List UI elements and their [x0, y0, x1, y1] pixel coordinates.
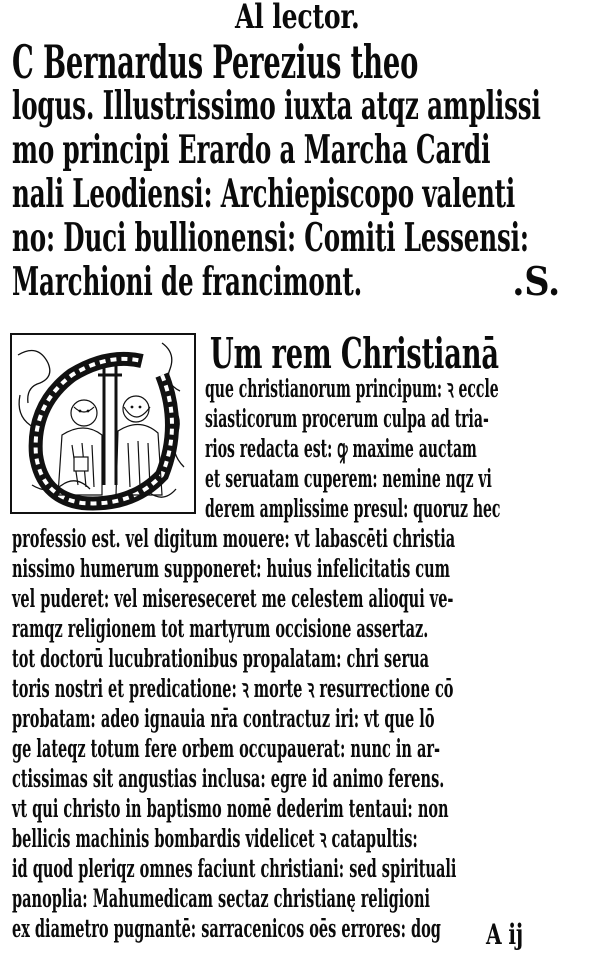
dedication-line: no: Duci bullionensi: Comiti Lessensi: [12, 215, 529, 261]
dedication-last-line [12, 260, 560, 304]
body-line: derem amplissime presul: quoruz hec [205, 494, 501, 523]
signature-mark: A ij [486, 918, 523, 951]
dedication-line: nali Leodiensi: Archiepiscopo valenti [12, 171, 516, 217]
body-line: nissimo humerum supponeret: huius infelicitatis cum [12, 554, 450, 583]
body-line: que christianorum principum: ꝛ eccle [205, 374, 499, 403]
body-line: toris nostri et predicatione: ꝛ morte ꝛ resurrectione cō [12, 674, 454, 703]
body-line: ge lateqz totum fere orbem occupauerat: nunc in ar- [12, 734, 441, 763]
body-line: siasticorum procerum culpa ad tria- [205, 404, 489, 433]
body-line: vt qui christo in baptismo nomē dederim tentaui: non [12, 794, 449, 823]
body-line: ex diametro pugnantē: sarracenicos oēs errores: dog [12, 914, 441, 943]
body-line: rios redacta est: ꝙ maxime auctam [205, 434, 477, 463]
body-line: professio est. vel digitum mouere: vt labascēti christia [12, 524, 456, 553]
body-line: bellicis machinis bombardis videlicet ꝛ catapultis: [12, 824, 418, 853]
dedication-line: logus. Illustrissimo iuxta atqz amplissi [12, 83, 541, 129]
salutation: .S. [512, 259, 560, 305]
body-line: id quod pleriqz omnes faciunt christiani: sed spirituali [12, 854, 457, 883]
page-heading: Al lector. [235, 0, 360, 37]
dedication-addressee: Marchioni de francimont. [12, 259, 362, 305]
body-line: vel puderet: vel misereseceret me celestem alioqui ve- [12, 584, 454, 613]
body-line: et seruatam cuperem: nemine nqz vi [205, 464, 492, 493]
body-line: ramqz religionem tot martyrum occisione assertaz. [12, 614, 429, 643]
body-text [12, 374, 597, 944]
body-line: probatam: adeo ignauia nr̄a contractuz iri: vt que lō [12, 704, 435, 733]
body-line: ctissimas sit angustias inclusa: egre id animo ferens. [12, 764, 445, 793]
opening-words: Um rem Christianā [210, 329, 499, 378]
body-line: panoplia: Mahumedicam sectaz christianę religioni [12, 884, 431, 913]
dedication-line: C Bernardus Perezius theo [12, 35, 419, 89]
dedication-block [12, 35, 587, 305]
body-line: tot doctorū lucubrationibus propalatam: chri serua [12, 644, 430, 673]
dedication-line: mo principi Erardo a Marcha Cardi [12, 127, 491, 173]
